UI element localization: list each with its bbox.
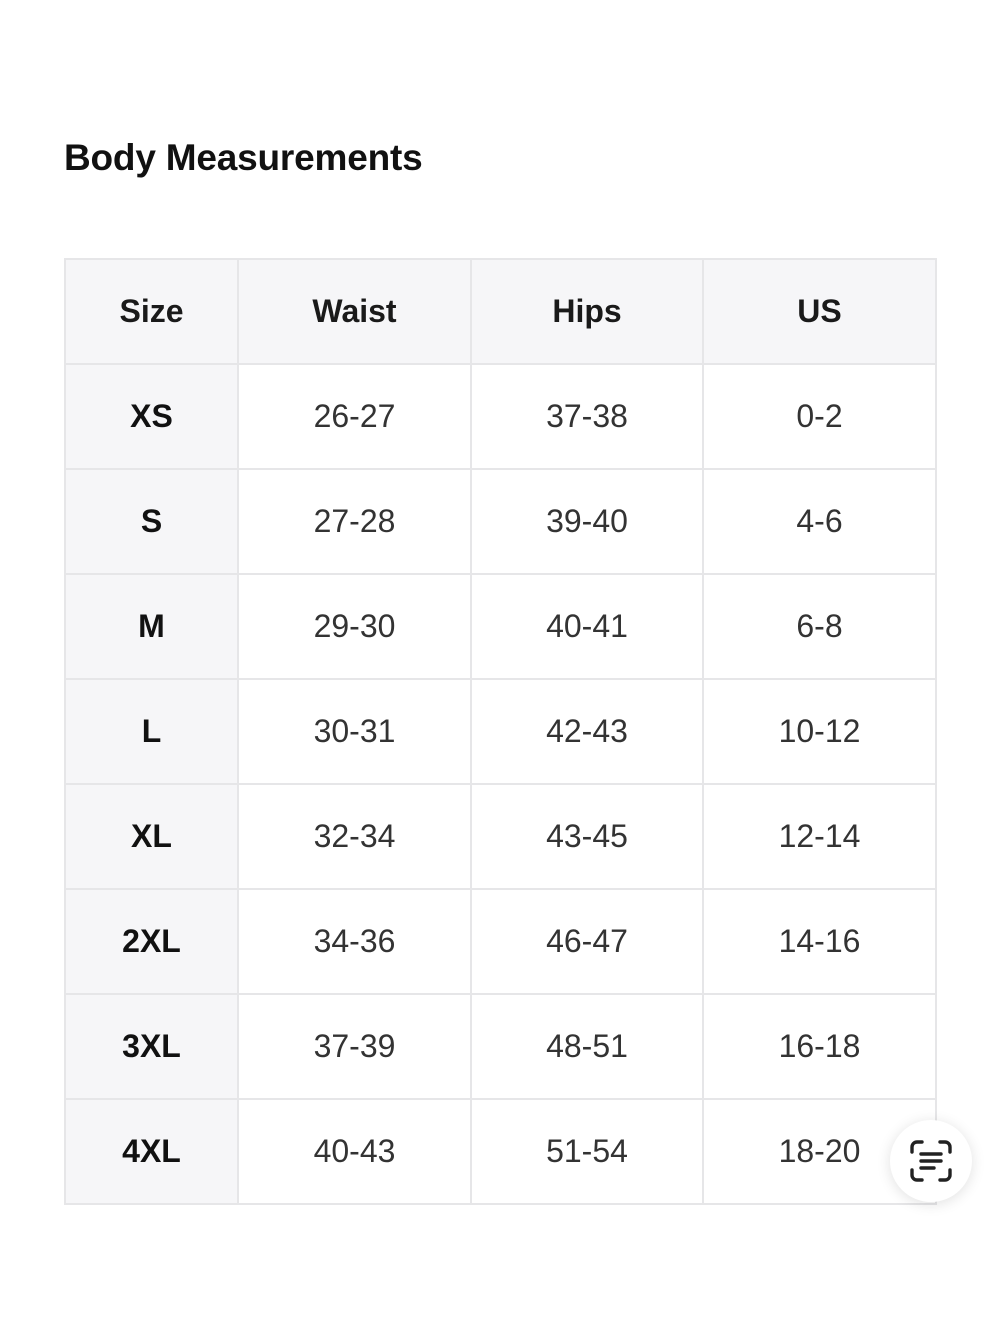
us-size-cell: 14-16 xyxy=(703,889,936,994)
size-cell: 4XL xyxy=(65,1099,238,1204)
size-cell: 2XL xyxy=(65,889,238,994)
waist-cell: 37-39 xyxy=(238,994,471,1099)
table-row xyxy=(65,1099,936,1204)
live-text-scan-button[interactable] xyxy=(890,1120,972,1202)
table-row xyxy=(65,469,936,574)
column-header-size: Size xyxy=(65,259,238,364)
us-size-cell: 16-18 xyxy=(703,994,936,1099)
size-cell: 3XL xyxy=(65,994,238,1099)
hips-cell: 46-47 xyxy=(471,889,703,994)
us-size-cell: 0-2 xyxy=(703,364,936,469)
size-cell: XS xyxy=(65,364,238,469)
hips-cell: 37-38 xyxy=(471,364,703,469)
size-cell: XL xyxy=(65,784,238,889)
size-cell: L xyxy=(65,679,238,784)
us-size-cell: 10-12 xyxy=(703,679,936,784)
column-header-us: US xyxy=(703,259,936,364)
text-scan-icon xyxy=(908,1138,954,1184)
us-size-cell: 6-8 xyxy=(703,574,936,679)
column-header-waist: Waist xyxy=(238,259,471,364)
column-header-hips: Hips xyxy=(471,259,703,364)
us-size-cell: 18-20 xyxy=(703,1099,936,1204)
size-cell: M xyxy=(65,574,238,679)
waist-cell: 29-30 xyxy=(238,574,471,679)
table-row xyxy=(65,574,936,679)
table-row xyxy=(65,364,936,469)
us-size-cell: 4-6 xyxy=(703,469,936,574)
waist-cell: 30-31 xyxy=(238,679,471,784)
table-row xyxy=(65,994,936,1099)
hips-cell: 43-45 xyxy=(471,784,703,889)
hips-cell: 51-54 xyxy=(471,1099,703,1204)
size-chart-table xyxy=(64,258,937,1205)
waist-cell: 40-43 xyxy=(238,1099,471,1204)
us-size-cell: 12-14 xyxy=(703,784,936,889)
hips-cell: 42-43 xyxy=(471,679,703,784)
table-row xyxy=(65,679,936,784)
hips-cell: 40-41 xyxy=(471,574,703,679)
waist-cell: 27-28 xyxy=(238,469,471,574)
table-row xyxy=(65,889,936,994)
waist-cell: 32-34 xyxy=(238,784,471,889)
table-row xyxy=(65,784,936,889)
size-cell: S xyxy=(65,469,238,574)
waist-cell: 34-36 xyxy=(238,889,471,994)
hips-cell: 48-51 xyxy=(471,994,703,1099)
table-header-row xyxy=(65,259,936,364)
hips-cell: 39-40 xyxy=(471,469,703,574)
waist-cell: 26-27 xyxy=(238,364,471,469)
page-title: Body Measurements xyxy=(64,137,423,178)
